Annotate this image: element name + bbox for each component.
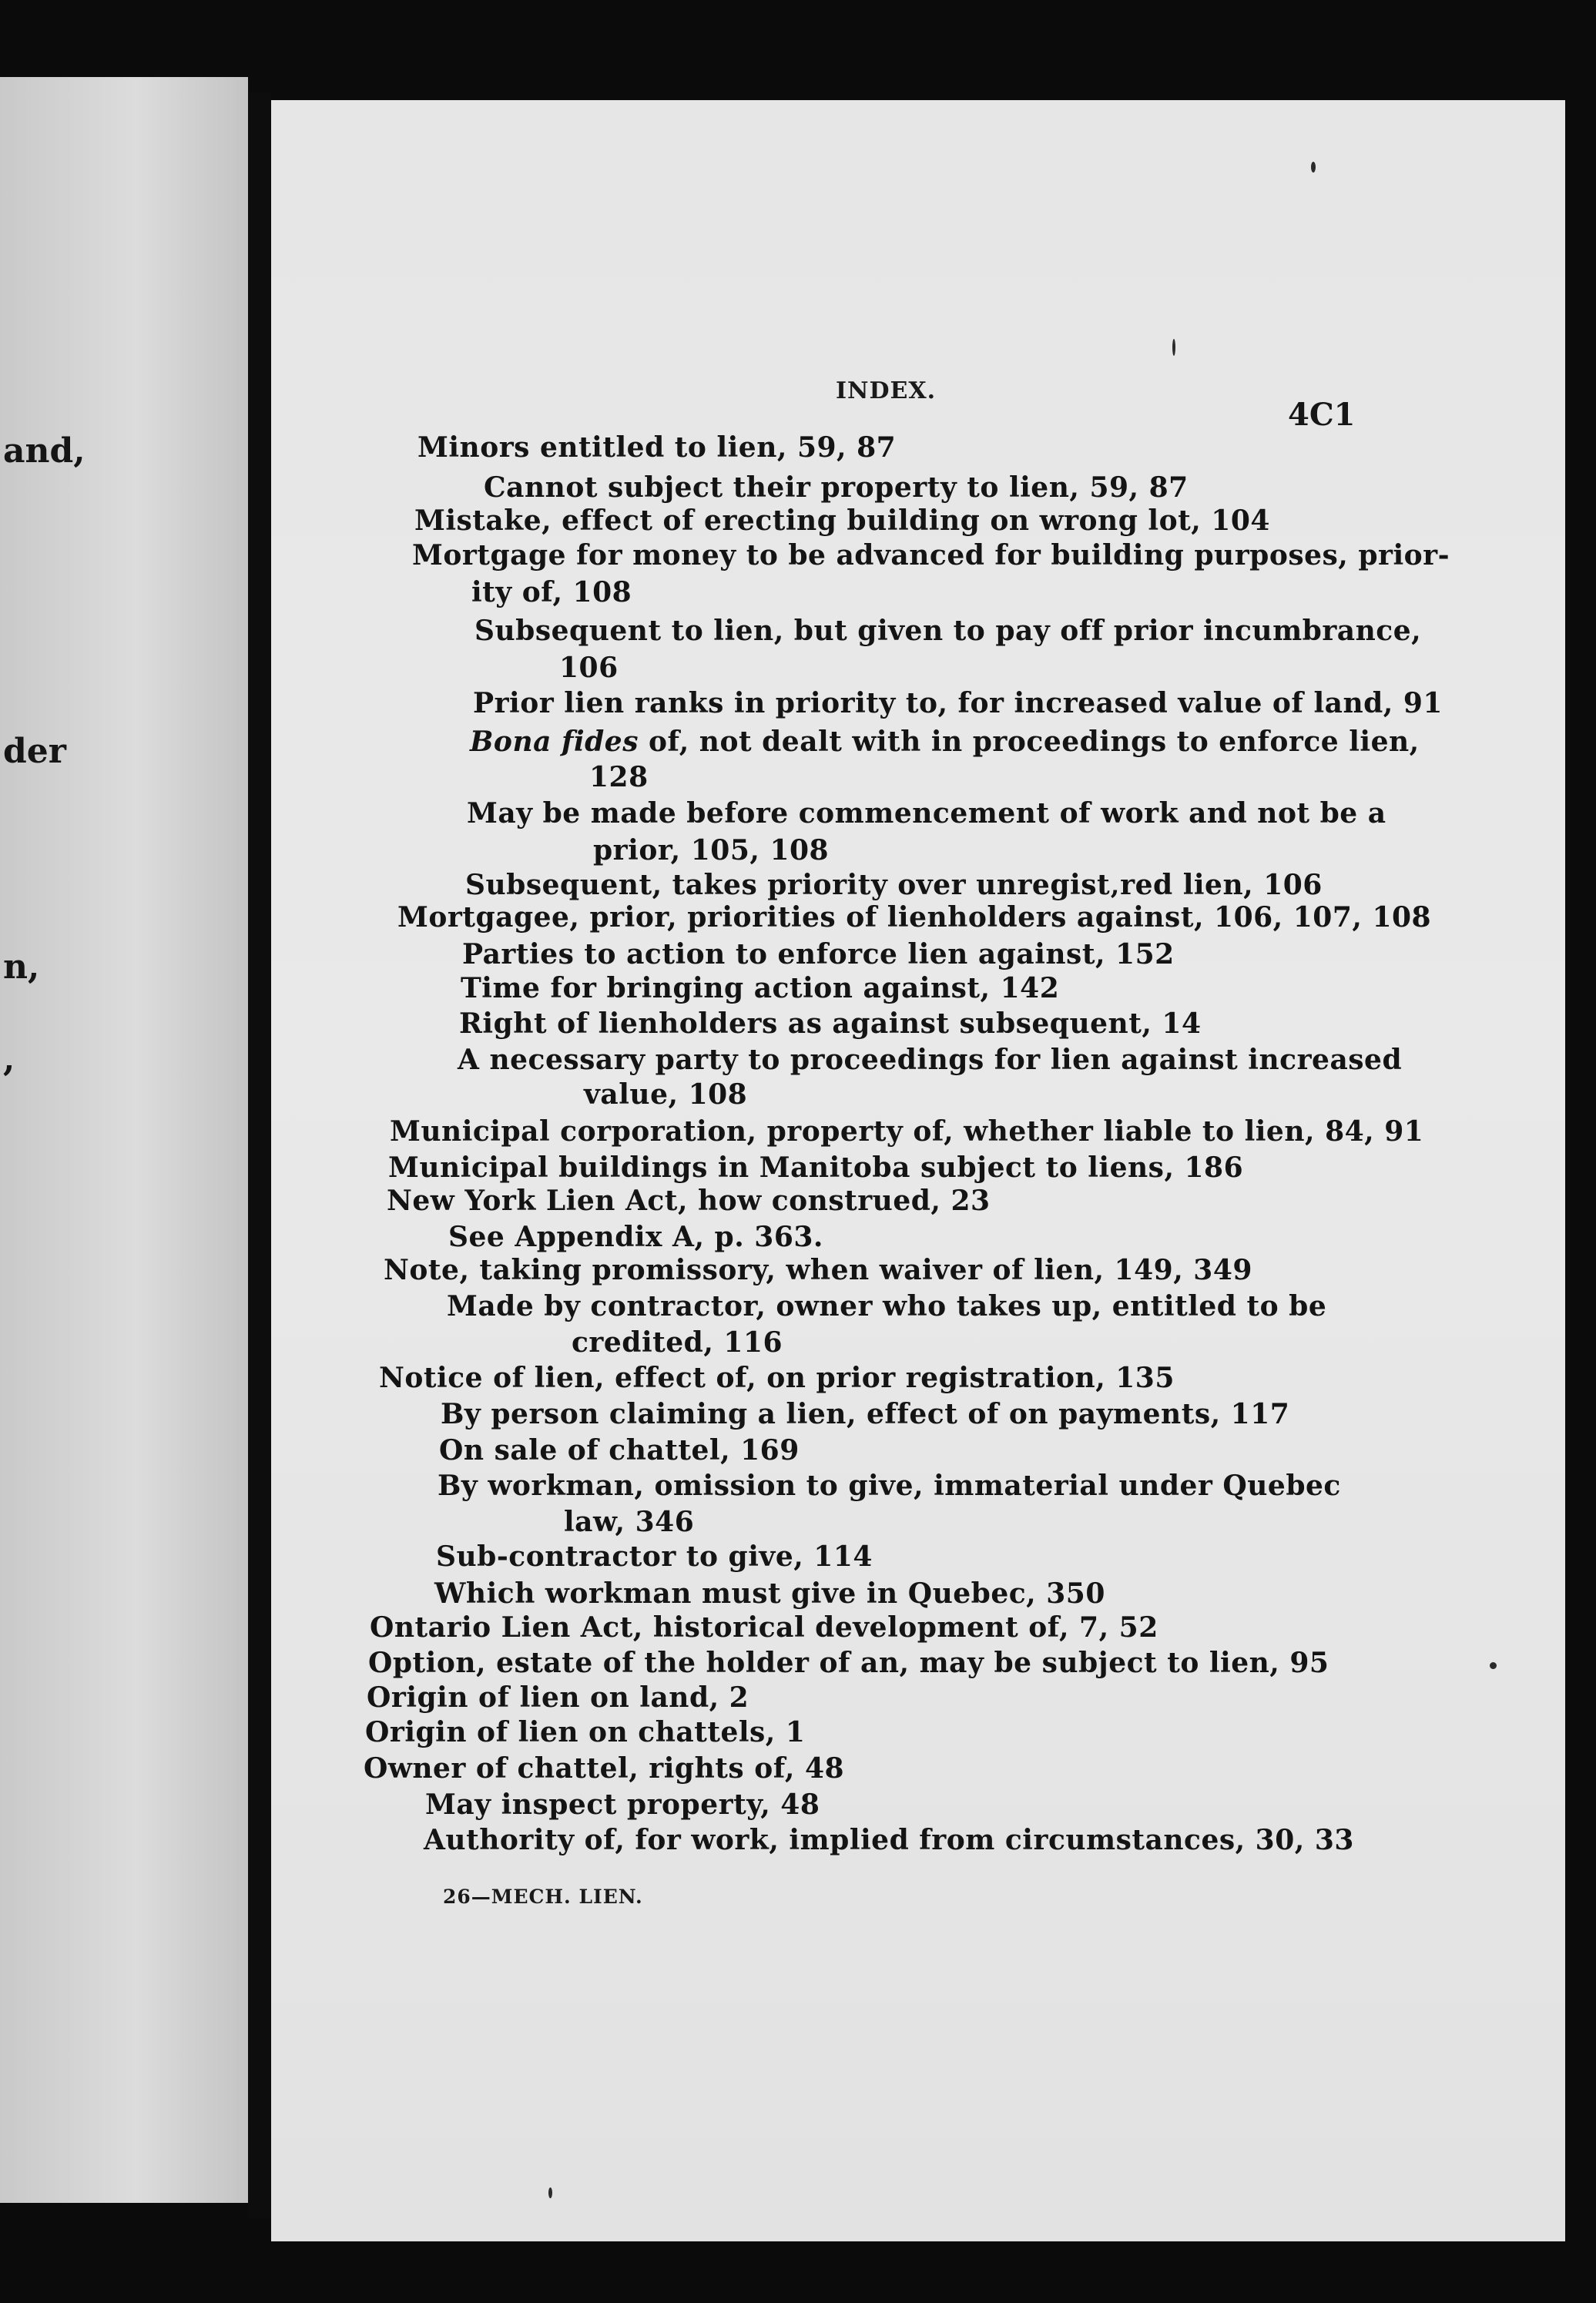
index-entry: Ontario Lien Act, historical development of, 7, 52 [370, 1611, 1158, 1644]
index-entry: Option, estate of the holder of an, may be subject to lien, 95 [368, 1647, 1329, 1679]
index-subentry: Subsequent, takes priority over unregist‚red lien, 106 [465, 869, 1323, 901]
index-subentry: See Appendix A, p. 363. [448, 1221, 823, 1253]
index-subentry: May inspect property, 48 [425, 1788, 820, 1821]
index-subentry: Which workman must give in Quebec, 350 [434, 1577, 1105, 1610]
index-subentry: A necessary party to proceedings for lien against increased [458, 1044, 1403, 1076]
left-page-fragment: and, [3, 431, 86, 471]
italic-term: Bona fides [470, 726, 639, 758]
index-continuation: prior, 105, 108 [593, 834, 830, 867]
left-page-fragment: der [3, 732, 66, 771]
index-subentry: By workman, omission to give, immaterial under Quebec [438, 1470, 1341, 1502]
index-entry: Municipal buildings in Manitoba subject to liens, 186 [388, 1152, 1244, 1184]
index-subentry: May be made before commencement of work and not be a [467, 797, 1386, 830]
index-entry: Note, taking promissory, when waiver of lien, 149, 349 [384, 1254, 1252, 1286]
left-page-fragment: , [3, 1040, 15, 1079]
index-entry: Mortgage for money to be advanced for building purposes, prior- [412, 539, 1450, 572]
index-entry: Origin of lien on chattels, 1 [365, 1716, 806, 1748]
left-page-fragment: n, [3, 947, 40, 987]
dust-speck [1490, 1662, 1497, 1669]
dust-speck [1172, 339, 1175, 356]
index-continuation: value, 108 [584, 1078, 748, 1111]
signature-mark: 26—MECH. LIEN. [443, 1886, 643, 1908]
index-continuation: 106 [559, 652, 619, 684]
index-continuation: 128 [589, 761, 649, 793]
index-subentry: Made by contractor, owner who takes up, entitled to be [447, 1290, 1327, 1322]
running-head: INDEX. [836, 377, 937, 404]
index-subentry: Time for bringing action against, 142 [461, 972, 1060, 1004]
entry-text: of, not dealt with in proceedings to enforce lien, [638, 726, 1420, 758]
index-subentry: Cannot subject their property to lien, 59, 87 [484, 471, 1189, 504]
index-subentry: Subsequent to lien, but given to pay off prior incumbrance, [474, 615, 1422, 647]
index-subentry: Sub-contractor to give, 114 [436, 1540, 873, 1573]
page-number: 4C1 [1288, 397, 1356, 433]
index-subentry: Prior lien ranks in priority to, for increased value of land, 91 [473, 687, 1443, 719]
index-subentry: Right of lienholders as against subsequent, 14 [459, 1007, 1202, 1040]
index-entry: Origin of lien on land, 2 [367, 1681, 749, 1714]
index-continuation: law, 346 [564, 1506, 695, 1538]
index-continuation: credited, 116 [572, 1326, 783, 1359]
index-entry: Mistake, effect of erecting building on wrong lot, 104 [414, 505, 1270, 537]
index-entry: Mortgagee, prior, priorities of lienholders against, 106, 107, 108 [397, 901, 1432, 934]
index-entry: New York Lien Act, how construed, 23 [387, 1185, 991, 1217]
index-subentry [470, 726, 1420, 758]
index-subentry: Parties to action to enforce lien against, 152 [462, 938, 1175, 970]
dust-speck [1311, 162, 1316, 173]
index-subentry: Authority of, for work, implied from circumstances, 30, 33 [424, 1824, 1354, 1856]
index-subentry: By person claiming a lien, effect of on payments, 117 [441, 1398, 1290, 1430]
facing-page-left [0, 77, 248, 2203]
index-entry: Notice of lien, effect of, on prior registration, 135 [379, 1362, 1175, 1394]
dust-speck [548, 2187, 552, 2198]
book-gutter [248, 92, 271, 2218]
index-entry: Minors entitled to lien, 59, 87 [417, 431, 897, 464]
index-entry: Municipal corporation, property of, whether liable to lien, 84, 91 [390, 1115, 1424, 1148]
index-subentry: On sale of chattel, 169 [439, 1434, 800, 1467]
index-entry: Owner of chattel, rights of, 48 [364, 1752, 845, 1785]
index-continuation: ity of, 108 [471, 576, 632, 608]
